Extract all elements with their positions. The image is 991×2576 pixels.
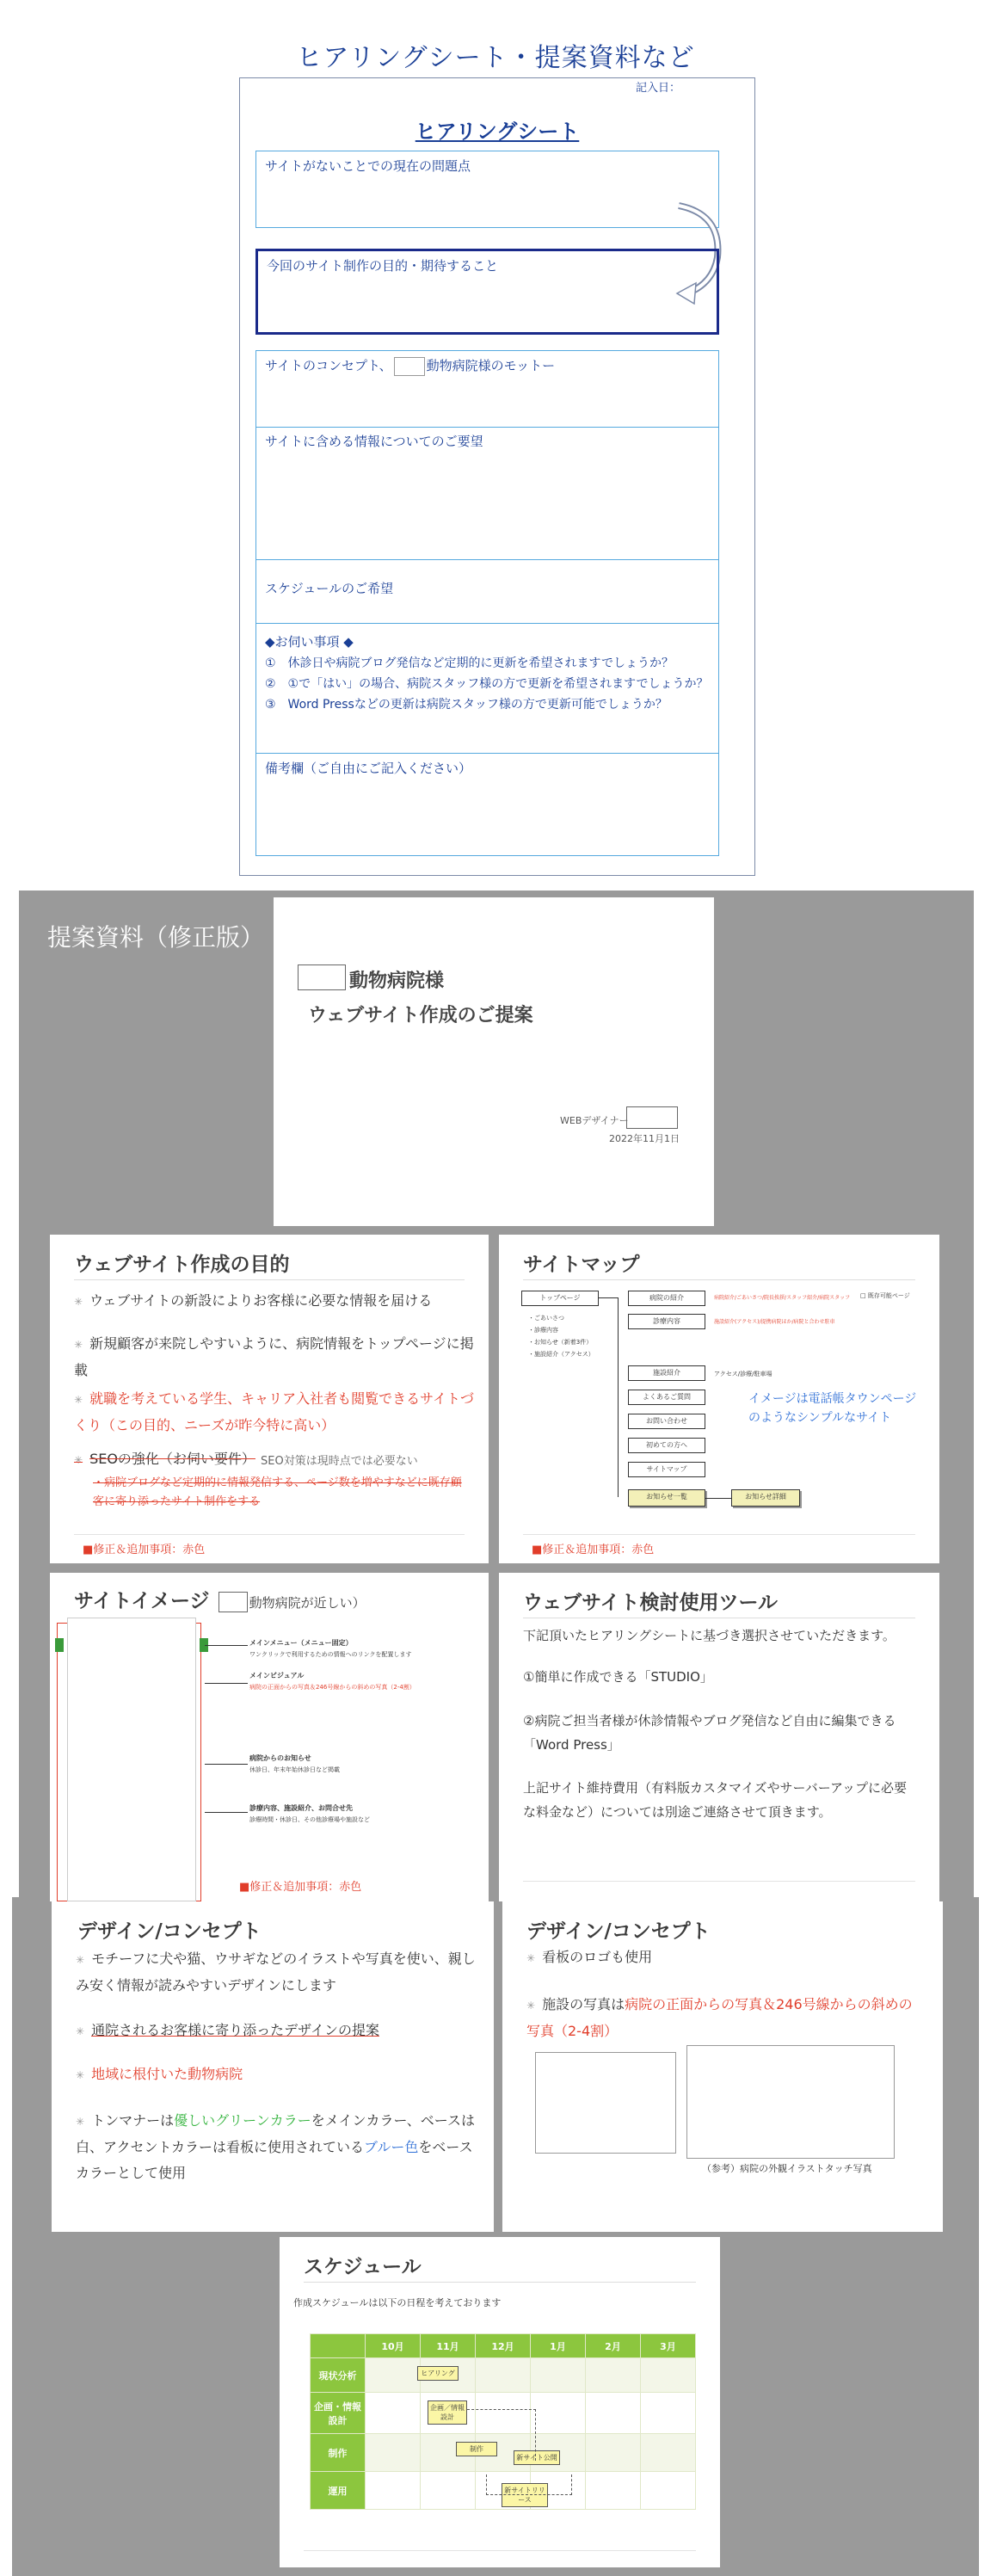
sitemap-node: お問い合わせ	[628, 1414, 705, 1429]
bullet-text: 就職を考えている学生、キャリア入社者も閲覧できるサイトづくり（この目的、ニーズが昨今特に高い）	[74, 1390, 474, 1433]
page-title: ヒアリングシート・提案資料など	[296, 43, 695, 73]
task-production: 制作	[456, 2442, 497, 2456]
hospital-name-blank	[219, 1592, 248, 1612]
task-planning: 企画／情報設計	[428, 2400, 467, 2425]
schedule-intro: 作成スケジュールは以下の日程を考えております	[293, 2297, 502, 2308]
problem-label: サイトがないことでの現在の問題点	[265, 158, 471, 174]
photo-placeholder	[535, 2052, 676, 2154]
tools-intro: 下記頂いたヒアリングシートに基づき選択させていただきます。	[523, 1628, 896, 1643]
task-hearing: ヒアリング	[417, 2366, 459, 2381]
slide-title: デザイン/コンセプト	[77, 1920, 262, 1943]
bullet-item: ✳ 通院されるお客様に寄り添ったデザインの提案	[76, 2022, 379, 2038]
bullet-text: SEOの強化（お伺い要件）	[89, 1451, 255, 1467]
task-launch: 新サイト公開	[514, 2450, 560, 2465]
info-request-box	[255, 427, 719, 560]
sitemap-note: 病院紹介/ごあいさつ/院長挨拶/スタッフ紹介/病院スタッフ	[714, 1295, 851, 1301]
concept-label	[265, 356, 555, 376]
site-image-slide	[50, 1573, 489, 1901]
bullet-item: ✳ 施設の写真は病院の正面からの写真＆246号線からの斜めの写真（2-4割）	[526, 1996, 913, 2039]
tools-item: ②病院ご担当者様が休診情報やブログ発信など自由に編集できる「Word Press」	[523, 1713, 896, 1753]
row-label: 運用	[311, 2472, 366, 2510]
top-page-item: ・お知らせ（新着3件）	[528, 1339, 593, 1346]
row-label: 現状分析	[311, 2358, 366, 2393]
bullet-text: をベースカラーとして使用	[76, 2139, 473, 2181]
blue-color-text: ブルー色	[364, 2139, 419, 2155]
month-header: 11月	[421, 2334, 476, 2358]
month-header: 12月	[476, 2334, 531, 2358]
annotation-line	[205, 1764, 248, 1765]
sitemap-note: アクセス/診療/駐車場	[714, 1371, 772, 1377]
schedule-request-box	[255, 559, 719, 624]
sitemap-node: 診療内容	[628, 1314, 705, 1329]
annotation-sub: 病院の正面からの写真＆246号線からの斜めの写真（2-4割）	[249, 1684, 415, 1691]
bullet-text: トンマナーは	[91, 2112, 175, 2129]
proposal-label: 提案資料（修正版）	[47, 923, 265, 952]
row-label: 制作	[311, 2434, 366, 2472]
footer-note: ■修正＆追加事項：赤色	[532, 1544, 655, 1556]
footer-divider	[523, 1534, 915, 1535]
hospital-name-blank	[394, 357, 425, 376]
annotation-sub: 診療時間・休診日、その他診療場や施設など	[249, 1816, 370, 1823]
bullet-text: 地域に根付いた動物病院	[91, 2066, 243, 2082]
hearing-sheet	[239, 77, 755, 876]
month-header: 3月	[641, 2334, 696, 2358]
top-page-node: トップページ	[521, 1291, 599, 1306]
sitemap-note: 施設紹介(アクセス)/提携病院ほか/病院と合わせ駐車	[714, 1319, 835, 1325]
cover-line1: 動物病院様	[349, 971, 445, 992]
sitemap-slide	[499, 1235, 939, 1563]
footer-note: ■修正＆追加事項：赤色	[239, 1881, 362, 1894]
annotation-line	[205, 1812, 248, 1813]
site-mockup	[67, 1618, 196, 1901]
footer-divider	[304, 2550, 696, 2551]
sitemap-node: 初めての方へ	[628, 1438, 705, 1453]
tools-item: 上記サイト維持費用（有料版カスタマイズやサーバーアップに必要な料金など）については別途ご連絡させて頂きます。	[523, 1780, 907, 1820]
annotation-title: 診療内容、施設紹介、お問合せ先	[249, 1804, 353, 1812]
bullet-text: 看板のロゴも使用	[542, 1949, 653, 1965]
hospital-name-blank	[298, 964, 346, 990]
annotation-sub: ワンクリックで利用するための情報へのリンクを配置します	[249, 1651, 412, 1658]
design-slide-1	[52, 1901, 494, 2232]
designer-name-blank	[626, 1106, 678, 1129]
annotation-title: メインメニュー（メニュー固定）	[249, 1639, 353, 1647]
slide-title: サイトマップ	[523, 1254, 640, 1276]
annotation-sub: 休診日、年末年始休診日など掲載	[249, 1766, 340, 1773]
questions-title: ◆お伺い事項 ◆	[265, 634, 354, 650]
strike-note: ・病院ブログなど定期的に情報発信する、ページ数を増やすなどに既存顧客に寄り添ったサイト制作をする	[93, 1476, 462, 1508]
connector-line	[705, 1498, 731, 1499]
slide-title: スケジュール	[304, 2256, 422, 2278]
sitemap-node: よくあるご質問	[628, 1390, 705, 1405]
news-list-node: お知らせ一覧	[628, 1489, 705, 1507]
questions-box	[255, 623, 719, 754]
concept-label-before: サイトのコンセプト、	[265, 358, 392, 373]
slide-title: ウェブサイト検討使用ツール	[523, 1592, 779, 1614]
photo-placeholder	[686, 2045, 895, 2159]
bullet-item: ✳ 地域に根付いた動物病院	[76, 2066, 243, 2082]
bullet-item: ✳ モチーフに犬や猫、ウサギなどのイラストや写真を使い、親しみ安く情報が読みやすいデザインにします	[76, 1950, 476, 1994]
month-header: 2月	[586, 2334, 641, 2358]
sitemap-legend: □ 既存可能ページ	[860, 1292, 910, 1299]
top-page-item: ・ごあいさつ	[528, 1315, 564, 1322]
connector-line	[618, 1297, 619, 1497]
slide-title: デザイン/コンセプト	[526, 1920, 711, 1943]
designer-label: WEBデザイナー	[560, 1115, 629, 1126]
top-page-item: ・診療内容	[528, 1327, 558, 1334]
bullet-item: ✳ 新規顧客が来院しやすいように、病院情報をトップページに掲載	[74, 1335, 474, 1378]
tools-item: ①簡単に作成できる「STUDIO」	[523, 1669, 713, 1685]
green-marker	[55, 1638, 64, 1652]
footer-divider	[74, 1534, 465, 1535]
news-detail-node: お知らせ詳細	[731, 1489, 800, 1507]
annotation-title: 病院からのお知らせ	[249, 1754, 311, 1762]
seo-note: SEO対策は現時点では必要ない	[261, 1455, 418, 1468]
annotation-line	[205, 1645, 248, 1646]
question-item: ② ①で「はい」の場合、病院スタッフ様の方で更新を希望されますでしょうか？	[265, 677, 709, 691]
info-request-label: サイトに含める情報についてのご要望	[265, 434, 483, 449]
cover-date: 2022年11月1日	[609, 1133, 680, 1144]
green-color-text: 優しいグリーンカラー	[174, 2112, 311, 2129]
bullet-item: ✳ ウェブサイトの新設によりお客様に必要な情報を届ける	[74, 1292, 433, 1309]
dashed-connector	[486, 2474, 572, 2495]
month-header: 10月	[366, 2334, 421, 2358]
month-header: 1月	[531, 2334, 586, 2358]
bullet-text: をメインカラー、ベースは白、アクセントカラーは看板に使用されている	[76, 2112, 476, 2155]
slide-title: ウェブサイト作成の目的	[74, 1254, 290, 1276]
photo-caption: （参考）病院の外観イラストタッチ写真	[702, 2163, 872, 2174]
concept-box	[255, 350, 719, 428]
remarks-label: 備考欄（ご自由にご記入ください）	[265, 761, 472, 776]
sitemap-callout: イメージは電話帳タウンページのようなシンプルなサイト	[748, 1392, 917, 1425]
schedule-request-label: スケジュールのご希望	[265, 581, 394, 596]
question-item: ③ Word Pressなどの更新は病院スタッフ様の方で更新可能でしょうか？	[265, 698, 668, 712]
question-item: ① 休診日や病院ブログ発信など定期的に更新を希望されますでしょうか？	[265, 656, 674, 670]
task-release: 新サイトリリース	[502, 2483, 548, 2507]
sitemap-node: サイトマップ	[628, 1462, 705, 1477]
top-page-contents	[528, 1312, 594, 1360]
footer-note: ■修正＆追加事項：赤色	[83, 1544, 206, 1556]
remarks-box	[255, 753, 719, 856]
cover-slide	[274, 897, 714, 1226]
bullet-item: ✳ トンマナーは優しいグリーンカラーをメインカラー、ベースは白、アクセントカラーは看板に使用されているブルー色をベースカラーとして使用	[76, 2112, 476, 2181]
design-slide-2	[502, 1901, 943, 2232]
entry-date-label: 記入日：	[635, 82, 680, 95]
bullet-text: 施設の写真は	[542, 1996, 625, 2012]
problem-box	[255, 151, 719, 228]
bullet-text-red: 病院の正面からの写真＆246号線からの斜めの写真（2-4割）	[526, 1996, 913, 2039]
site-image-title: サイトイメージ	[74, 1590, 210, 1612]
table-corner	[311, 2334, 366, 2358]
hearing-sheet-title: ヒアリングシート	[415, 120, 580, 144]
sitemap-node: 病院の紹介	[628, 1291, 705, 1306]
footer-divider	[523, 1881, 915, 1882]
sitemap-node: 施設紹介	[628, 1365, 705, 1381]
bullet-item: ✳ 看板のロゴも使用	[526, 1949, 653, 1965]
questions-list	[265, 653, 709, 715]
schedule-slide	[280, 2237, 720, 2567]
cover-line2: ウェブサイト作成のご提案	[308, 1005, 533, 1026]
row-label: 企画・情報設計	[311, 2393, 366, 2434]
slide-title	[74, 1585, 366, 1613]
site-image-title-suffix: 動物病院が近しい）	[249, 1595, 366, 1611]
title-divider	[304, 2282, 696, 2283]
annotation-line	[205, 1683, 248, 1684]
bullet-text: 新規顧客が来院しやすいように、病院情報をトップページに掲載	[74, 1335, 474, 1378]
tools-slide	[499, 1573, 939, 1901]
title-divider	[74, 1279, 465, 1280]
bullet-text: モチーフに犬や猫、ウサギなどのイラストや写真を使い、親しみ安く情報が読みやすいデザインにします	[76, 1950, 476, 1994]
bullet-text: ウェブサイトの新設によりお客様に必要な情報を届ける	[89, 1292, 433, 1309]
annotation-title: メインビジュアル	[249, 1672, 305, 1679]
connector-line	[599, 1297, 618, 1298]
purpose-slide	[50, 1235, 489, 1563]
bullet-item-strike: ✳ SEOの強化（お伺い要件）	[74, 1451, 255, 1467]
top-page-item: ・施設紹介（アクセス）	[528, 1351, 594, 1358]
bullet-text: 通院されるお客様に寄り添ったデザインの提案	[91, 2022, 379, 2038]
title-divider	[523, 1279, 915, 1280]
bullet-item: ✳ 就職を考えている学生、キャリア入社者も閲覧できるサイトづくり（この目的、ニーズが昨今特に高い）	[74, 1390, 474, 1433]
purpose-label: 今回のサイト制作の目的・期待すること	[267, 258, 498, 274]
purpose-box	[255, 249, 719, 335]
concept-label-after: 動物病院様のモットー	[426, 358, 556, 373]
dashed-connector	[467, 2409, 536, 2461]
